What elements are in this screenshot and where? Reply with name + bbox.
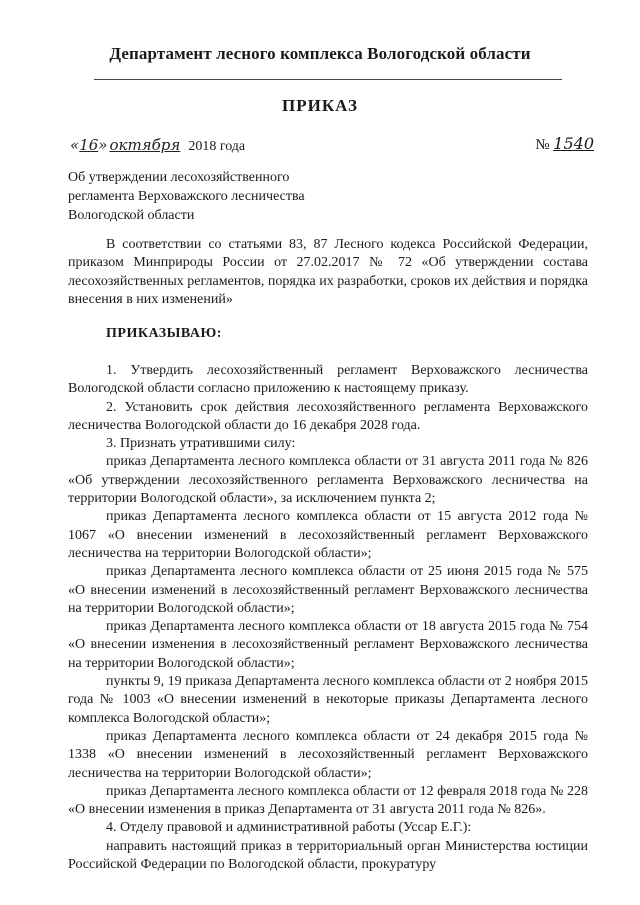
order-date bbox=[70, 136, 245, 155]
order-month: октября bbox=[109, 136, 181, 154]
header-divider bbox=[94, 79, 562, 80]
repealed-order-2018-228: приказ Департамента лесного комплекса области от 12 февраля 2018 года № 228 «О внесении изменения в приказ Департамента от 31 августа 2011 года № 826». bbox=[68, 783, 588, 818]
repealed-order-2015-754: приказ Департамента лесного комплекса области от 18 августа 2015 года № 754 «О внесении изменения в лесохозяйственный регламент Верховажского лесничества на территории Вологодской области»; bbox=[68, 619, 588, 671]
repealed-order-2015-1003: пункты 9, 19 приказа Департамента лесного комплекса области от 2 ноября 2015 года № 1003 «О внесении изменений в некоторые приказы Департамента лесного комплекса Вологодской области»; bbox=[68, 674, 588, 726]
order-number bbox=[535, 134, 594, 154]
order-subject: Об утверждении лесохозяйственного регламента Верховажского лесничества Вологодской области bbox=[68, 170, 305, 223]
repealed-order-2015-575: приказ Департамента лесного комплекса области от 25 июня 2015 года № 575 «О внесении изменений в лесохозяйственный регламент Верховажского лесничества на территории Вологодской области»; bbox=[68, 564, 588, 616]
organization-header: Департамент лесного комплекса Вологодской области bbox=[109, 44, 531, 63]
date-number-line bbox=[68, 134, 594, 160]
order-day: 16 bbox=[79, 136, 99, 154]
order-item-4-task: направить настоящий приказ в территориальный орган Министерства юстиции Российской Федерации по Вологодской области, прокуратуру bbox=[68, 838, 588, 873]
number-prefix: № bbox=[535, 137, 550, 153]
order-items bbox=[68, 362, 588, 874]
order-word: ПРИКАЗЫВАЮ: bbox=[106, 326, 222, 341]
repealed-order-2015-1338: приказ Департамента лесного комплекса области от 24 декабря 2015 года № 1338 «О внесении изменений в лесохозяйственный регламент Верховажского лесничества на территории Вологодской области»; bbox=[68, 728, 588, 781]
open-quote: « bbox=[70, 136, 80, 154]
order-year: 2018 года bbox=[188, 139, 246, 154]
order-item-2: 2. Установить срок действия лесохозяйственного регламента Верховажского лесничества Вологодской области до 16 декабря 2028 года. bbox=[68, 399, 588, 433]
repealed-order-2011-826: приказ Департамента лесного комплекса области от 31 августа 2011 года № 826 «Об утверждении лесохозяйственного регламента Верховажского лесничества на территории Вологодской области», за исключением пункта 2; bbox=[68, 454, 588, 507]
repealed-order-2012-1067: приказ Департамента лесного комплекса области от 15 августа 2012 года № 1067 «О внесении изменений в лесохозяйственный регламент Верховажского лесничества на территории Вологодской области»; bbox=[68, 509, 588, 561]
close-quote: » bbox=[98, 136, 108, 154]
order-item-1: 1. Утвердить лесохозяйственный регламент Верховажского лесничества Вологодской области согласно приложению к настоящему приказу. bbox=[68, 363, 588, 397]
order-number-value: 1540 bbox=[553, 134, 594, 153]
order-item-4: 4. Отделу правовой и административной работы (Уссар Е.Г.): bbox=[106, 820, 472, 836]
document-title: ПРИКАЗ bbox=[282, 96, 358, 115]
order-item-3: 3. Признать утратившими силу: bbox=[106, 436, 296, 452]
preamble-paragraph: В соответствии со статьями 83, 87 Лесного кодекса Российской Федерации, приказом Минприроды России от 27.02.2017 № 72 «Об утверждении состава лесохозяйственных регламентов, порядка их разработки, сроков их действия и порядка внесения в них изменений» bbox=[68, 237, 588, 307]
